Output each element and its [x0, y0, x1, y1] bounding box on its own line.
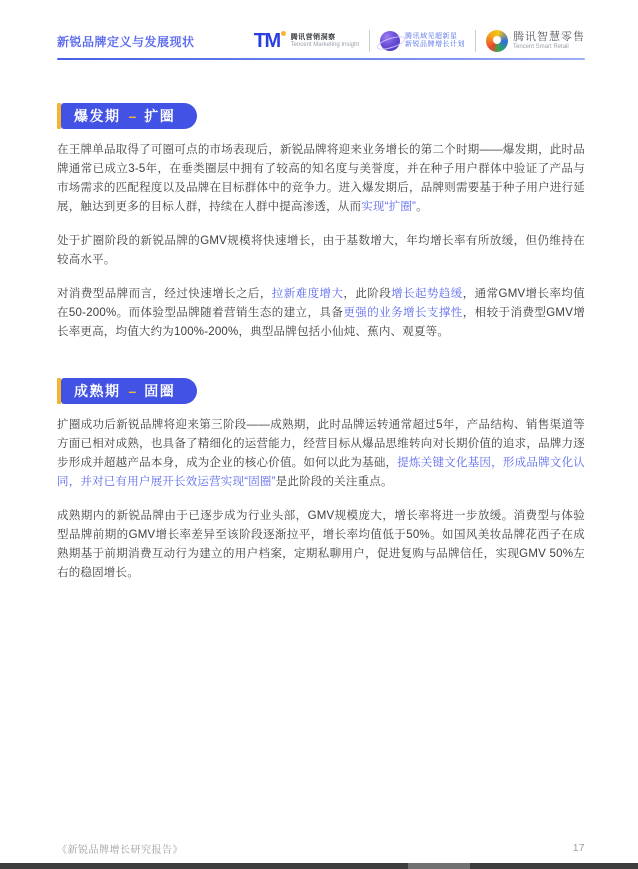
section-badge: [61, 103, 197, 129]
section-badge: [61, 378, 197, 404]
footer-page-number: 17: [572, 843, 585, 854]
page-title: 新锐品牌定义与发展现状: [57, 34, 195, 49]
supernova-globe-icon: [380, 31, 400, 51]
paragraph: 成熟期内的新锐品牌由于已逐步成为行业头部，GMV规模庞大，增长率将进一步放缓。消费型与体验型品牌前期的GMV增长率差异至该阶段逐渐拉平，增长率均值低于50%。如国风美妆品牌花西子在成熟期基于前期消费互动行为建立的用户档案，定期私聊用户，促进复购与品牌信任，实现GMV 50%左右的稳固增长。: [57, 510, 585, 579]
section-heading-mature: [57, 378, 585, 404]
tmi-dot-icon: [281, 31, 286, 36]
supernova-logo: [380, 31, 465, 51]
smart-retail-logo: [486, 30, 585, 52]
smart-retail-label-en: Tencent Smart Retail: [513, 43, 569, 50]
badge-phase-label: 成熟期: [74, 383, 121, 399]
supernova-label-line1: 腾讯域见超新星: [405, 32, 458, 40]
tmi-wordmark-icon: TM: [254, 30, 286, 53]
section-heading-burst: [57, 103, 585, 129]
badge-stage-label: 固圈: [144, 383, 176, 399]
badge-separator: –: [128, 108, 137, 124]
page-footer: [57, 841, 585, 856]
supernova-label-line2: 新锐品牌增长计划: [405, 41, 465, 48]
section-burst-phase: [57, 103, 585, 342]
paragraph: 处于扩圈阶段的新锐品牌的GMV规模将快速增长，由于基数增大，年均增长率有所放缓，但仍维持在较高水平。: [57, 235, 585, 266]
horizontal-scrollbar[interactable]: [0, 863, 638, 869]
paragraph: 扩圈成功后新锐品牌将迎来第三阶段——成熟期，此时品牌运转通常超过5年，产品结构、销售渠道等方面已相对成熟，也具备了精细化的运营能力，经营目标从爆品思维转向对长期价值的追求，品牌力逐步形成并超越产品本身，成为企业的核心价值。如何以此为基础，提炼关键文化基因，形成品牌文化认同，并对已有用户展开长效运营实现“固圈”是此阶段的关注重点。: [57, 419, 586, 488]
tmi-label-en: Tencent Marketing Insight: [290, 41, 359, 48]
tmi-label-cn: 腾讯营销洞察: [290, 33, 336, 41]
badge-phase-label: 爆发期: [74, 108, 121, 124]
smart-retail-label-cn: 腾讯智慧零售: [513, 31, 585, 44]
footer-report-title: 《新锐品牌增长研究报告》: [57, 845, 183, 856]
page-header: [57, 0, 585, 60]
header-logos: [254, 30, 585, 53]
paragraph: 在王牌单品取得了可圈可点的市场表现后，新锐品牌将迎来业务增长的第二个时期——爆发期，此时品牌通常已成立3-5年，在垂类圈层中拥有了较高的知名度与美誉度，并在种子用户群体中验证了产品与市场需求的匹配程度以及品牌在目标群体中的竞争力。进入爆发期后，品牌则需要基于种子用户进行延展，触达到更多的目标人群，持续在人群中提高渗透，从而实现“扩圈”。: [57, 144, 585, 213]
logo-divider: [475, 30, 476, 52]
scrollbar-thumb[interactable]: [408, 863, 470, 869]
smart-retail-swirl-icon: [486, 30, 508, 52]
tmi-logo: [254, 30, 359, 53]
badge-stage-label: 扩圈: [144, 108, 176, 124]
content: [57, 60, 585, 583]
badge-separator: –: [128, 383, 137, 399]
section-mature-phase: [57, 378, 585, 583]
paragraph: 对消费型品牌而言，经过快速增长之后，拉新难度增大，此阶段增长起势趋缓，通常GMV增长率均值在50-200%。而体验型品牌随着营销生态的建立，具备更强的业务增长支撑性，相较于消费型GMV增长率更高，均值大约为100%-200%，典型品牌包括小仙炖、蕉内、观夏等。: [57, 288, 586, 338]
logo-divider: [369, 30, 370, 52]
